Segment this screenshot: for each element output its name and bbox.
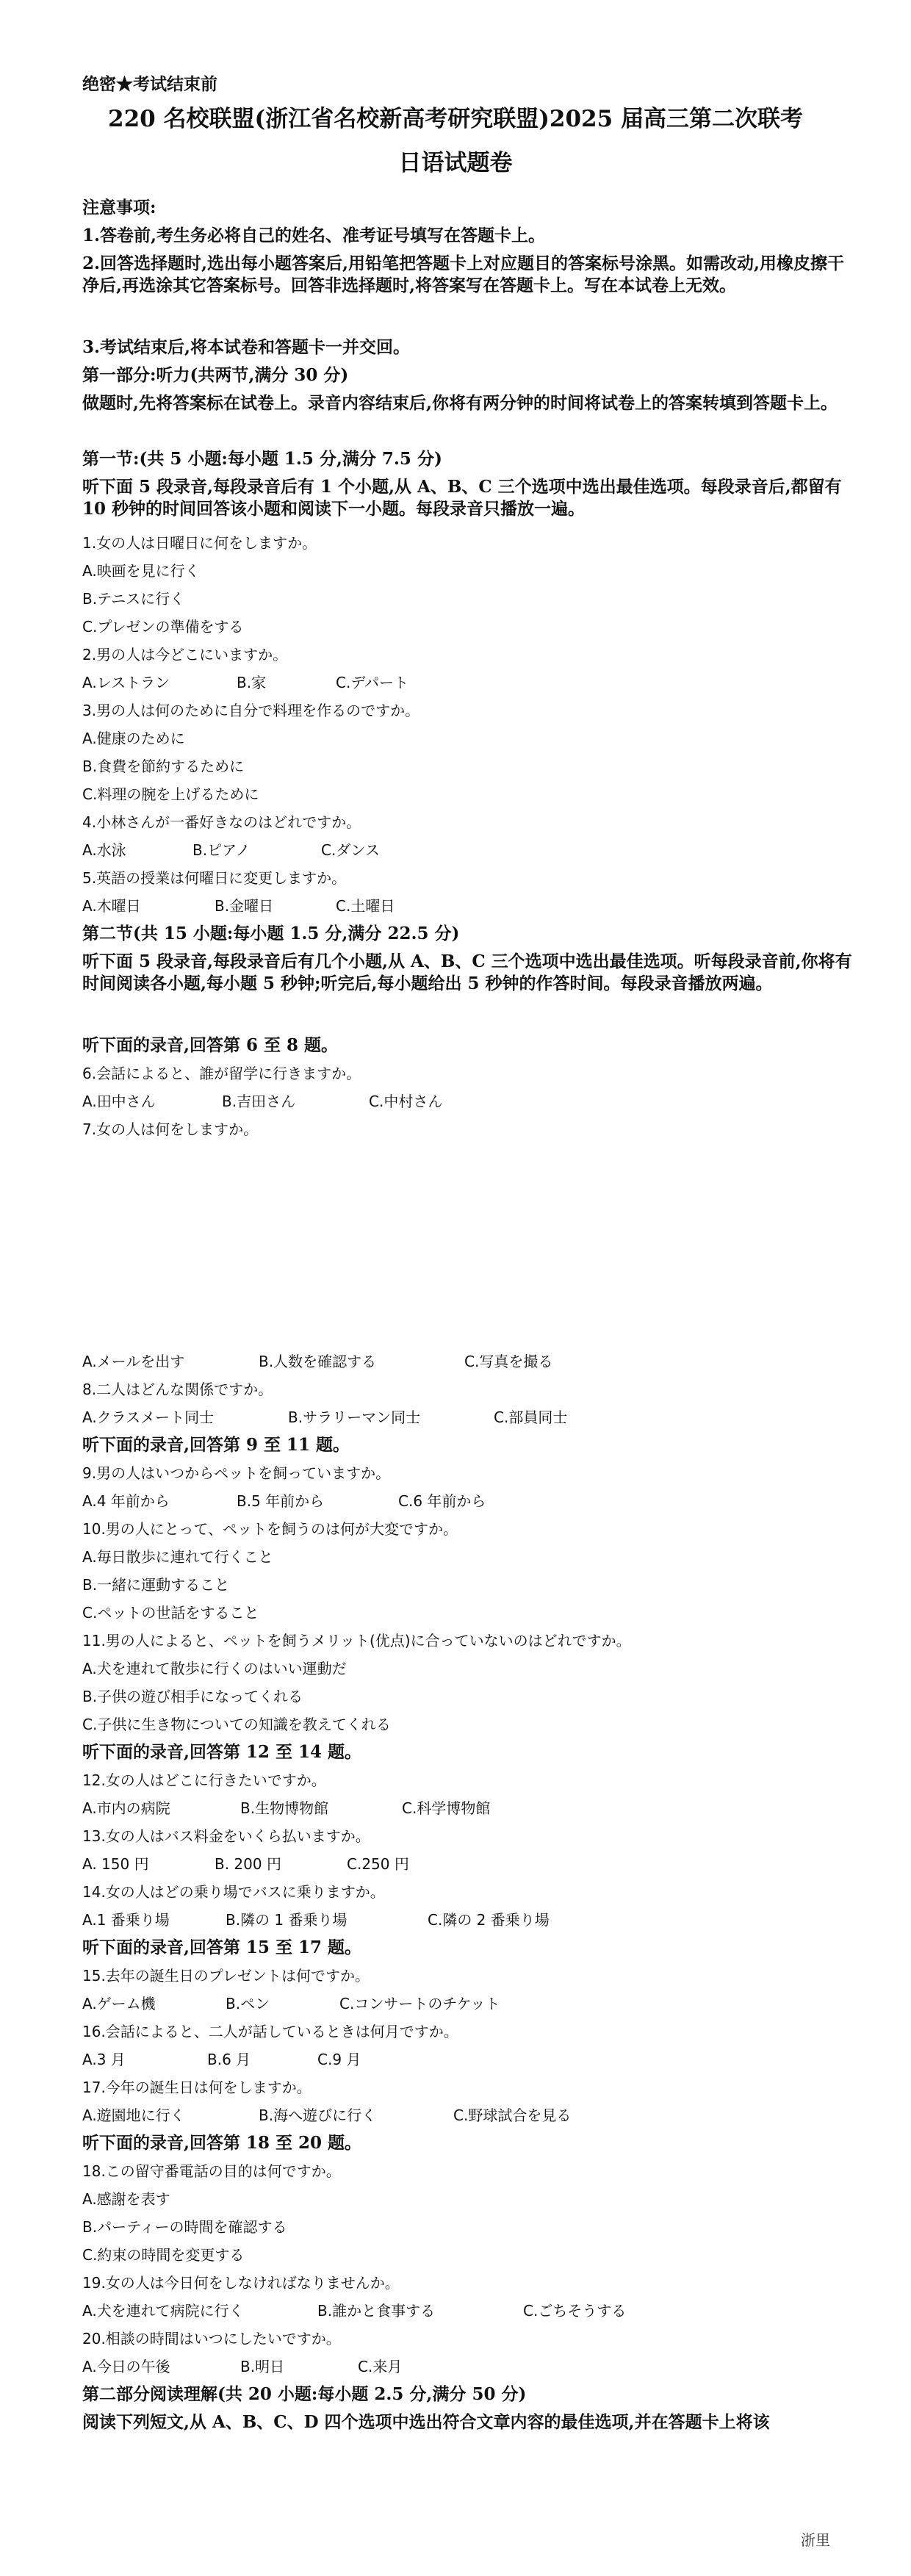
option-12b: B.生物博物館 <box>240 1799 329 1817</box>
options-row-2 <box>82 672 860 694</box>
options-row-12 <box>82 1797 860 1819</box>
option-10b: B.一緒に運動すること <box>82 1576 230 1594</box>
options-row-6 <box>82 1090 860 1112</box>
option-7a: A.メールを出す <box>82 1353 185 1370</box>
option-12a: A.市内の病院 <box>82 1799 170 1817</box>
note-1: 1.答卷前,考生务必将自己的姓名、准考证号填写在答题卡上。 <box>82 226 546 245</box>
exam-title: 220 名校联盟(浙江省名校新高考研究联盟)2025 届高三第二次联考 <box>108 106 803 132</box>
option-10a: A.毎日散歩に連れて行くこと <box>82 1548 273 1566</box>
note-2: 2.回答选择题时,选出每小题答案后,用铅笔把答题卡上对应题目的答案标号涂黑。如需改动,用橡皮擦干净后,再选涂其它答案标号。回答非选择题时,将答案写在答题卡上。写在本试卷上无效。 <box>82 253 845 295</box>
question-14: 14.女の人はどの乗り場でバスに乗りますか。 <box>82 1883 385 1901</box>
option-13a: A. 150 円 <box>82 1855 149 1873</box>
confidential-label: 绝密★考试结束前 <box>82 74 217 94</box>
option-3b: B.食費を節約するために <box>82 758 245 775</box>
option-6a: A.田中さん <box>82 1093 156 1110</box>
option-16a: A.3 月 <box>82 2051 126 2068</box>
option-8a: A.クラスメート同士 <box>82 1408 215 1426</box>
option-14a: A.1 番乗り場 <box>82 1911 170 1929</box>
question-2: 2.男の人は今どこにいますか。 <box>82 646 288 663</box>
option-20b: B.明日 <box>240 2358 285 2375</box>
option-8b: B.サラリーマン同士 <box>288 1408 421 1426</box>
option-16b: B.6 月 <box>207 2051 251 2068</box>
option-1b: B.テニスに行く <box>82 590 185 608</box>
question-17: 17.今年の誕生日は何をしますか。 <box>82 2079 312 2096</box>
question-7: 7.女の人は何をしますか。 <box>82 1120 259 1138</box>
options-row-7 <box>82 1350 860 1372</box>
question-13: 13.女の人はバス料金をいくら払いますか。 <box>82 1827 370 1845</box>
options-row-17 <box>82 2104 860 2126</box>
question-1: 1.女の人は日曜日に何をしますか。 <box>82 534 317 552</box>
option-16c: C.9 月 <box>317 2051 361 2068</box>
options-row-16 <box>82 2048 860 2070</box>
option-2c: C.デパート <box>336 674 409 691</box>
option-11b: B.子供の遊び相手になってくれる <box>82 1688 303 1705</box>
option-11c: C.子供に生き物についての知識を教えてくれる <box>82 1716 391 1733</box>
option-1a: A.映画を見に行く <box>82 562 200 580</box>
option-6c: C.中村さん <box>369 1093 443 1110</box>
footer-mark: 浙里 <box>801 2531 830 2549</box>
options-row-20 <box>82 2356 860 2378</box>
option-8c: C.部員同士 <box>494 1408 568 1426</box>
option-18b: B.パーティーの時間を確認する <box>82 2218 287 2236</box>
group-heading-18-20: 听下面的录音,回答第 18 至 20 题。 <box>82 2133 362 2153</box>
question-6: 6.会話によると、誰が留学に行きますか。 <box>82 1065 361 1082</box>
option-11a: A.犬を連れて散歩に行くのはいい運動だ <box>82 1660 347 1677</box>
option-19a: A.犬を連れて病院に行く <box>82 2302 244 2320</box>
question-10: 10.男の人にとって、ペットを飼うのは何が大変ですか。 <box>82 1520 458 1538</box>
question-8: 8.二人はどんな関係ですか。 <box>82 1381 273 1398</box>
option-13c: C.250 円 <box>347 1855 409 1873</box>
options-row-4 <box>82 839 860 861</box>
option-17b: B.海へ遊びに行く <box>259 2107 377 2124</box>
question-11: 11.男の人によると、ペットを飼うメリット(优点)に合っていないのはどれですか。 <box>82 1632 631 1649</box>
option-19b: B.誰かと食事する <box>317 2302 436 2320</box>
options-row-8 <box>82 1406 860 1428</box>
option-20a: A.今日の午後 <box>82 2358 170 2375</box>
options-row-9 <box>82 1490 860 1512</box>
question-12: 12.女の人はどこに行きたいですか。 <box>82 1771 326 1789</box>
option-7b: B.人数を確認する <box>259 1353 377 1370</box>
part2-heading: 第二部分阅读理解(共 20 小题:每小题 2.5 分,满分 50 分) <box>82 2384 527 2404</box>
part2-instructions: 阅读下列短文,从 A、B、C、D 四个选项中选出符合文章内容的最佳选项,并在答题卡上将该 <box>82 2412 770 2432</box>
question-3: 3.男の人は何のために自分で料理を作るのですか。 <box>82 702 420 719</box>
option-15b: B.ペン <box>226 1995 270 2012</box>
option-14c: C.隣の 2 番乗り場 <box>428 1911 550 1929</box>
group-heading-15-17: 听下面的录音,回答第 15 至 17 题。 <box>82 1938 362 1957</box>
group-heading-9-11: 听下面的录音,回答第 9 至 11 题。 <box>82 1435 350 1455</box>
option-10c: C.ペットの世話をすること <box>82 1604 259 1622</box>
group-heading-6-8: 听下面的录音,回答第 6 至 8 题。 <box>82 1035 339 1055</box>
section2-instructions: 听下面 5 段录音,每段录音后有几个小题,从 A、B、C 三个选项中选出最佳选项。听每段录音前,你将有时间阅读各小题,每小题 5 秒钟;听完后,每小题给出 5 秒钟的作答时间。每段录音播放两遍。 <box>82 951 852 993</box>
option-2a: A.レストラン <box>82 674 170 691</box>
option-9c: C.6 年前から <box>398 1492 486 1510</box>
option-2b: B.家 <box>237 674 267 691</box>
option-20c: C.来月 <box>358 2358 403 2375</box>
option-18c: C.約束の時間を変更する <box>82 2246 245 2264</box>
question-4: 4.小林さんが一番好きなのはどれですか。 <box>82 813 361 831</box>
option-12c: C.科学博物館 <box>402 1799 491 1817</box>
options-row-14 <box>82 1909 860 1931</box>
options-row-13 <box>82 1853 860 1875</box>
exam-subject: 日语试题卷 <box>398 150 513 176</box>
part1-heading: 第一部分:听力(共两节,满分 30 分) <box>82 365 349 385</box>
question-16: 16.会話によると、二人が話しているときは何月ですか。 <box>82 2023 458 2040</box>
option-17a: A.遊園地に行く <box>82 2107 185 2124</box>
option-19c: C.ごちそうする <box>523 2302 627 2320</box>
option-9a: A.4 年前から <box>82 1492 170 1510</box>
option-5c: C.土曜日 <box>336 897 395 915</box>
question-18: 18.この留守番電話の目的は何ですか。 <box>82 2162 341 2180</box>
note-3: 3.考试结束后,将本试卷和答题卡一并交回。 <box>82 337 411 357</box>
part1-instructions: 做题时,先将答案标在试卷上。录音内容结束后,你将有两分钟的时间将试卷上的答案转填到答题卡上。 <box>82 393 838 413</box>
option-17c: C.野球試合を見る <box>453 2107 572 2124</box>
section1-heading: 第一节:(共 5 小题:每小题 1.5 分,满分 7.5 分) <box>82 449 442 469</box>
section2-heading: 第二节(共 15 小题:每小题 1.5 分,满分 22.5 分) <box>82 924 460 943</box>
option-3a: A.健康のために <box>82 730 185 747</box>
notes-heading: 注意事项: <box>82 198 156 217</box>
option-18a: A.感謝を表す <box>82 2190 170 2208</box>
question-20: 20.相談の時間はいつにしたいですか。 <box>82 2330 341 2347</box>
option-15c: C.コンサートのチケット <box>339 1995 500 2012</box>
option-13b: B. 200 円 <box>215 1855 281 1873</box>
option-3c: C.料理の腕を上げるために <box>82 785 259 803</box>
option-1c: C.プレゼンの準備をする <box>82 618 244 636</box>
option-5b: B.金曜日 <box>215 897 274 915</box>
question-19: 19.女の人は今日何をしなければなりませんか。 <box>82 2274 400 2292</box>
question-15: 15.去年の誕生日のプレゼントは何ですか。 <box>82 1967 370 1985</box>
option-7c: C.写真を撮る <box>464 1353 553 1370</box>
option-9b: B.5 年前から <box>237 1492 325 1510</box>
option-4b: B.ピアノ <box>192 841 251 859</box>
question-9: 9.男の人はいつからペットを飼っていますか。 <box>82 1464 391 1482</box>
options-row-19 <box>82 2300 860 2322</box>
option-15a: A.ゲーム機 <box>82 1995 156 2012</box>
options-row-15 <box>82 1993 860 2015</box>
options-row-5 <box>82 895 860 917</box>
option-6b: B.吉田さん <box>222 1093 296 1110</box>
group-heading-12-14: 听下面的录音,回答第 12 至 14 题。 <box>82 1742 362 1762</box>
section1-instructions: 听下面 5 段录音,每段录音后有 1 个小题,从 A、B、C 三个选项中选出最佳选项。每段录音后,都留有 10 秒钟的时间回答该小题和阅读下一小题。每段录音只播放一遍。 <box>82 477 842 519</box>
option-4a: A.水泳 <box>82 841 126 859</box>
option-14b: B.隣の 1 番乗り場 <box>226 1911 348 1929</box>
question-5: 5.英語の授業は何曜日に変更しますか。 <box>82 869 347 887</box>
option-4c: C.ダンス <box>321 841 380 859</box>
option-5a: A.木曜日 <box>82 897 141 915</box>
